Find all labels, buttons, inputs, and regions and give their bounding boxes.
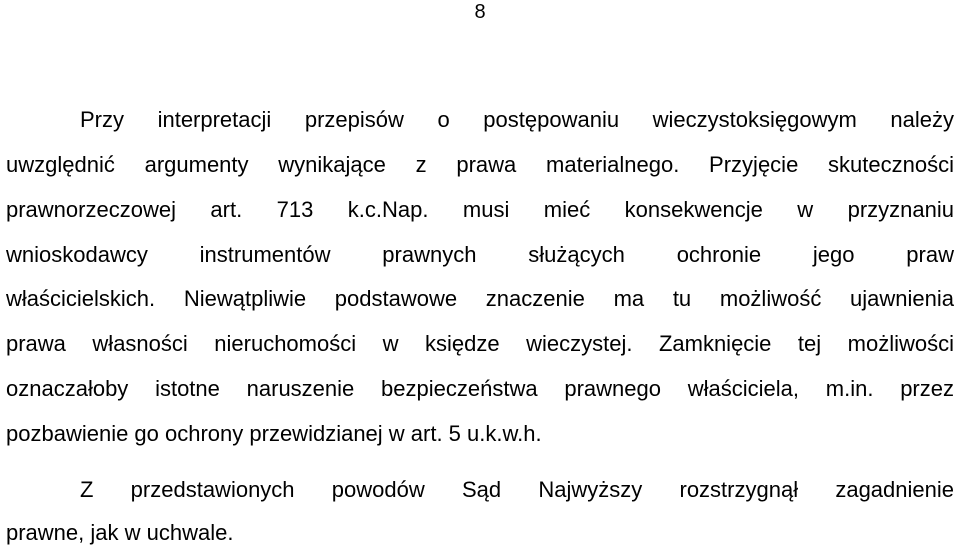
text-line: wnioskodawcy instrumentów prawnych służących ochronie jego praw (6, 242, 954, 267)
text-line: oznaczałoby istotne naruszenie bezpieczeństwa prawnego właściciela, m.in. przez (6, 376, 954, 401)
page-number: 8 (474, 1, 486, 23)
text-line: Z przedstawionych powodów Sąd Najwyższy rozstrzygnął zagadnienie (80, 477, 954, 502)
text-line: Przy interpretacji przepisów o postępowaniu wieczystoksięgowym należy (80, 107, 954, 132)
text-line: prawnorzeczowej art. 713 k.c.Nap. musi mieć konsekwencje w przyznaniu (6, 197, 954, 222)
text-line: pozbawienie go ochrony przewidzianej w art. 5 u.k.w.h. (6, 421, 542, 446)
text-line: właścicielskich. Niewątpliwie podstawowe znaczenie ma tu możliwość ujawnienia (6, 286, 954, 311)
text-line: uwzględnić argumenty wynikające z prawa materialnego. Przyjęcie skuteczności (6, 152, 954, 177)
text-line: prawne, jak w uchwale. (6, 520, 234, 545)
text-line: prawa własności nieruchomości w księdze wieczystej. Zamknięcie tej możliwości (6, 331, 954, 356)
